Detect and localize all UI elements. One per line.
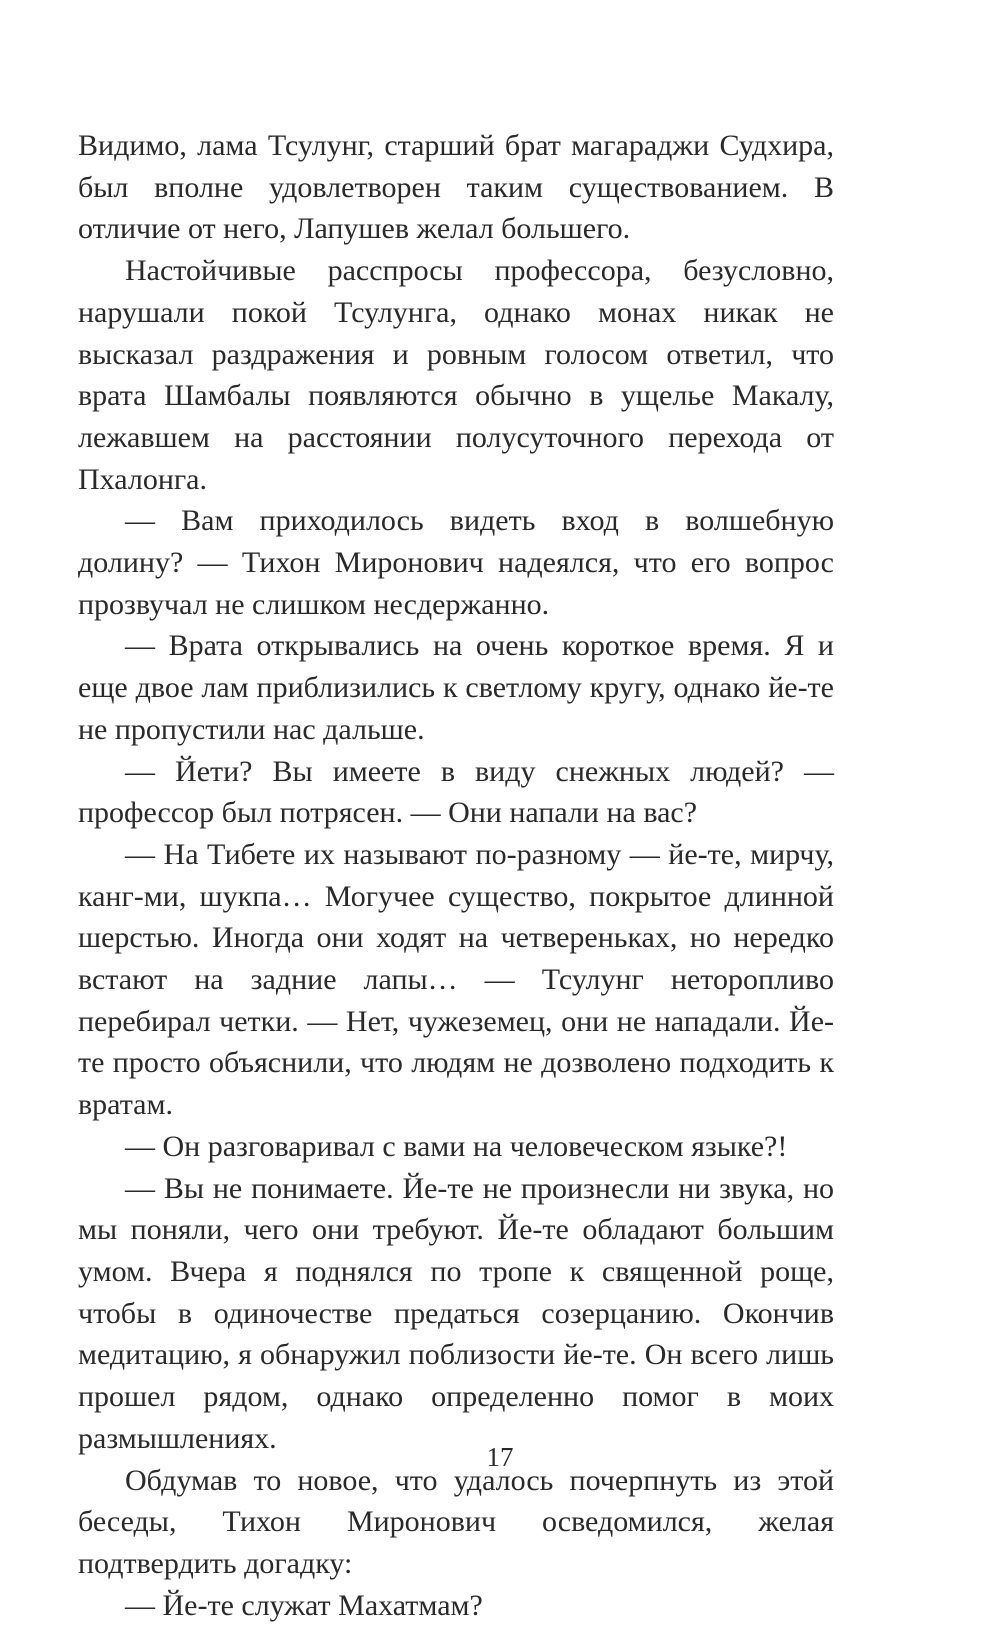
paragraph: — Вам приходилось видеть вход в волшебную долину? — Тихон Миронович надеялся, что его вопрос прозвучал не слишком несдержанно. [78,504,834,621]
paragraph: Видимо, лама Тсулунг, старший брат магараджи Судхира, был вполне удовлетворен таким существованием. В отличие от него, Лапушев желал большего. [78,129,834,246]
paragraph: — На Тибете их называют по-разному — йе-те, мирчу, канг-ми, шукпа… Могучее существо, покрытое длинной шерстью. Иногда они ходят на четвереньках, но нередко встают на задние лапы… — Тсулунг неторопливо перебирал четки. — Нет, чужеземец, они не нападали. Йе-те просто объяснили, что людям не дозволено подходить к вратам. [78,837,834,1122]
page-number: 17 [486,1442,514,1472]
paragraph: — Он разговаривал с вами на человеческом языке?! [125,1129,788,1163]
paragraph: — Вы не понимаете. Йе-те не произнесли ни звука, но мы поняли, чего они требуют. Йе-те обладают большим умом. Вчера я поднялся по тропе к священной роще, чтобы в одиночестве предаться созерцанию. Окончив медитацию, я обнаружил поблизости йе-те. Он всего лишь прошел рядом, однако определенно помог в моих размышлениях. [78,1171,834,1455]
paragraph: Настойчивые расспросы профессора, безусловно, нарушали покой Тсулунга, однако монах никак не высказал раздражения и ровным голосом ответил, что врата Шамбалы появляются обычно в ущелье Макалу, лежавшем на расстоянии полусуточного перехода от Пхалонга. [78,254,834,496]
paragraph: — Йе-те служат Махатмам? [125,1588,483,1622]
paragraph: Обдумав то новое, что удалось почерпнуть из этой беседы, Тихон Миронович осведомился, желая подтвердить догадку: [78,1463,834,1580]
paragraph: — Врата открывались на очень короткое время. Я и еще двое лам приблизились к светлому кругу, однако йе-те не пропустили нас дальше. [78,629,834,746]
page-body [78,125,834,1626]
paragraph: — Йети? Вы имеете в виду снежных людей? — профессор был потрясен. — Они напали на вас? [78,754,834,830]
